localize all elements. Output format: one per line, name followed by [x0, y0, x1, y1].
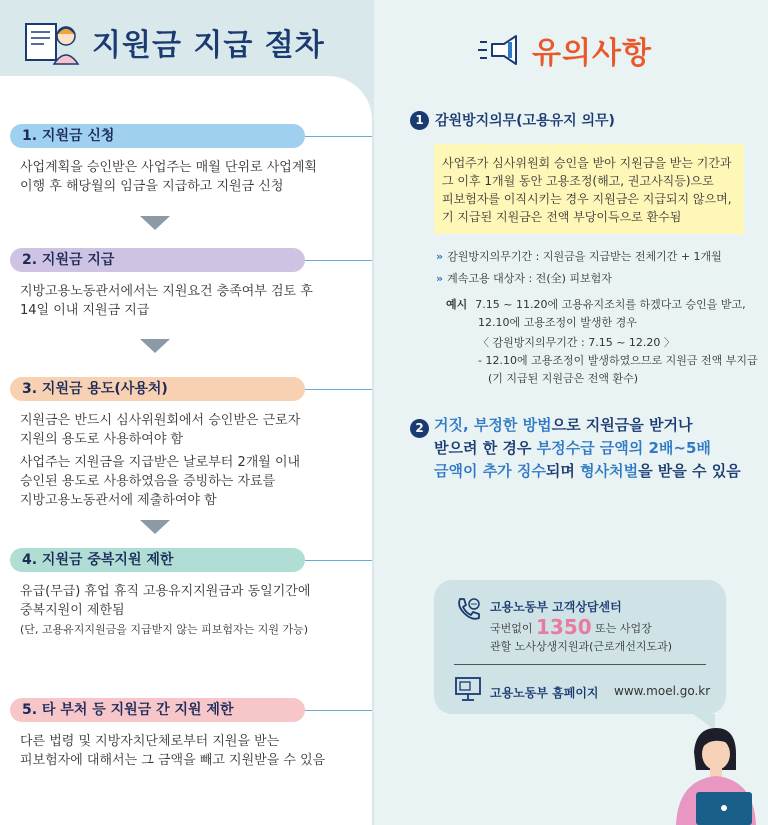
contact-info	[490, 615, 673, 656]
penalty-text: 받으려 한 경우	[434, 439, 537, 457]
step-2-line-1: 지방고용노동관서에서는 지원요건 충족여부 검토 후	[20, 284, 313, 299]
megaphone-icon	[478, 33, 522, 67]
note-1-box-line: 기 지급된 지원금은 전액 부당이득으로 환수됨	[442, 210, 682, 224]
example-line: - 12.10에 고용조정이 발생하였으므로 지원금 전액 부지급	[478, 354, 758, 367]
note-1-title: 감원방지의무(고용유지 의무)	[435, 113, 615, 129]
bullet-item	[436, 246, 722, 268]
penalty-text: 으로 지원금을 받거나	[551, 416, 693, 434]
step-1-title: 1. 지원금 신청	[10, 124, 305, 148]
step-5-line-1: 다른 법령 및 지방자치단체로부터 지원을 받는	[20, 734, 280, 749]
contact-bubble	[434, 580, 726, 714]
note-1-header	[410, 110, 615, 130]
penalty-text: 을 받을 수 있음	[638, 462, 741, 480]
bullet-item	[436, 268, 722, 290]
step-connector	[305, 389, 372, 390]
step-connector	[305, 136, 372, 137]
step-3-title: 3. 지원금 용도(사용처)	[10, 377, 305, 401]
step-3-line-4: 승인된 용도로 사용하였음을 증빙하는 자료를	[20, 474, 276, 489]
step-1-text	[20, 158, 372, 196]
penalty-highlight: 부정수급 금액의 2배~5배	[536, 439, 711, 457]
step-2-title: 2. 지원금 지급	[10, 248, 305, 272]
monitor-icon	[454, 676, 482, 702]
arrow-down-icon	[140, 216, 170, 230]
example-line: 12.10에 고용조정이 발생한 경우	[478, 316, 637, 329]
note-1-box-line: 피보험자를 이직시키는 경우 지원금은 지급되지 않으며,	[442, 192, 732, 206]
note-2-number: 2	[410, 419, 429, 438]
step-4-title: 4. 지원금 중복지원 제한	[10, 548, 305, 572]
example-line: 7.15 ~ 11.20에 고용유지조치를 하겠다고 승인을 받고,	[475, 298, 746, 311]
step-1-line-1: 사업계획을 승인받은 사업주는 매월 단위로 사업계획	[20, 160, 317, 175]
step-3	[0, 377, 372, 514]
step-connector	[305, 260, 372, 261]
right-header	[478, 28, 652, 72]
penalty-highlight: 형사처벌	[580, 462, 639, 480]
step-connector	[305, 710, 372, 711]
bullet-text: 계속고용 대상자 : 전(全) 피보험자	[447, 272, 612, 285]
homepage-label: 고용노동부 홈페이지	[490, 686, 599, 700]
arrow-down-icon	[140, 339, 170, 353]
left-title: 지원금 지급 절차	[92, 28, 325, 63]
step-4-note: (단, 고용유지지원금을 지급받지 않는 피보험자는 지원 가능)	[20, 623, 309, 636]
penalty-text: 되며	[545, 462, 581, 480]
note-1-example	[446, 296, 764, 388]
step-3-line-3: 사업주는 지원금을 지급받은 날로부터 2개월 이내	[20, 455, 301, 470]
penalty-highlight: 금액이 추가 징수	[434, 462, 546, 480]
contact-office: 관할 노사상생지원과(근로개선지도과)	[490, 640, 673, 653]
example-label: 예시	[446, 298, 468, 311]
step-4-line-1: 유급(무급) 휴업 휴직 고용유지지원금과 동일기간에	[20, 584, 311, 599]
note-2-text	[434, 414, 764, 483]
example-line: (기 지급된 지원금은 전액 환수)	[488, 372, 639, 385]
bullet-text: 감원방지의무기간 : 지원금을 지급받는 전체기간 + 1개월	[447, 250, 722, 263]
homepage-url[interactable]: www.moel.go.kr	[614, 684, 711, 698]
contact-divider	[454, 664, 706, 665]
person-laptop-illustration	[672, 722, 768, 825]
step-2-text	[20, 282, 372, 320]
arrow-down-icon	[140, 520, 170, 534]
document-person-icon	[24, 18, 80, 66]
step-2	[0, 248, 372, 320]
contact-center-name: 고용노동부 고객상담센터	[490, 600, 622, 614]
step-4	[0, 548, 372, 639]
double-chevron-icon: »	[436, 250, 444, 263]
example-line: 〈 감원방지의무기간 : 7.15 ~ 12.20 〉	[478, 336, 675, 349]
left-header	[24, 18, 325, 66]
step-3-line-5: 지방고용노동관서에 제출하여야 함	[20, 493, 217, 508]
note-1-box-line: 사업주가 심사위원회 승인을 받아 지원금을 받는 기간과	[442, 156, 732, 170]
step-5-text	[20, 732, 372, 770]
step-5	[0, 698, 372, 770]
step-3-line-2: 지원의 용도로 사용하여야 함	[20, 432, 184, 447]
note-2-header	[410, 419, 429, 438]
step-4-text	[20, 582, 372, 639]
step-5-line-2: 피보험자에 대해서는 그 금액을 빼고 지원받을 수 있음	[20, 753, 326, 768]
step-4-line-2: 중복지원이 제한됨	[20, 603, 125, 618]
note-1-number: 1	[410, 111, 429, 130]
contact-text: 또는 사업장	[591, 622, 652, 635]
phone-icon	[454, 596, 482, 622]
note-1-box	[434, 144, 744, 234]
step-3-text	[20, 411, 372, 510]
step-5-title: 5. 타 부처 등 지원금 간 지원 제한	[10, 698, 305, 722]
step-2-line-2: 14일 이내 지원금 지급	[20, 303, 150, 318]
note-1-box-line: 그 이후 1개월 동안 고용조정(해고, 권고사직등)으로	[442, 174, 714, 188]
contact-number[interactable]: 1350	[536, 615, 592, 639]
step-3-line-1: 지원금은 반드시 심사위원회에서 승인받은 근로자	[20, 413, 301, 428]
right-title: 유의사항	[532, 36, 652, 71]
step-1-line-2: 이행 후 해당월의 임금을 지급하고 지원금 신청	[20, 179, 284, 194]
note-1-bullets	[436, 246, 722, 290]
contact-text: 국번없이	[490, 622, 537, 635]
step-connector	[305, 560, 372, 561]
step-1	[0, 124, 372, 196]
double-chevron-icon: »	[436, 272, 444, 285]
penalty-highlight: 거짓, 부정한 방법	[434, 416, 552, 434]
